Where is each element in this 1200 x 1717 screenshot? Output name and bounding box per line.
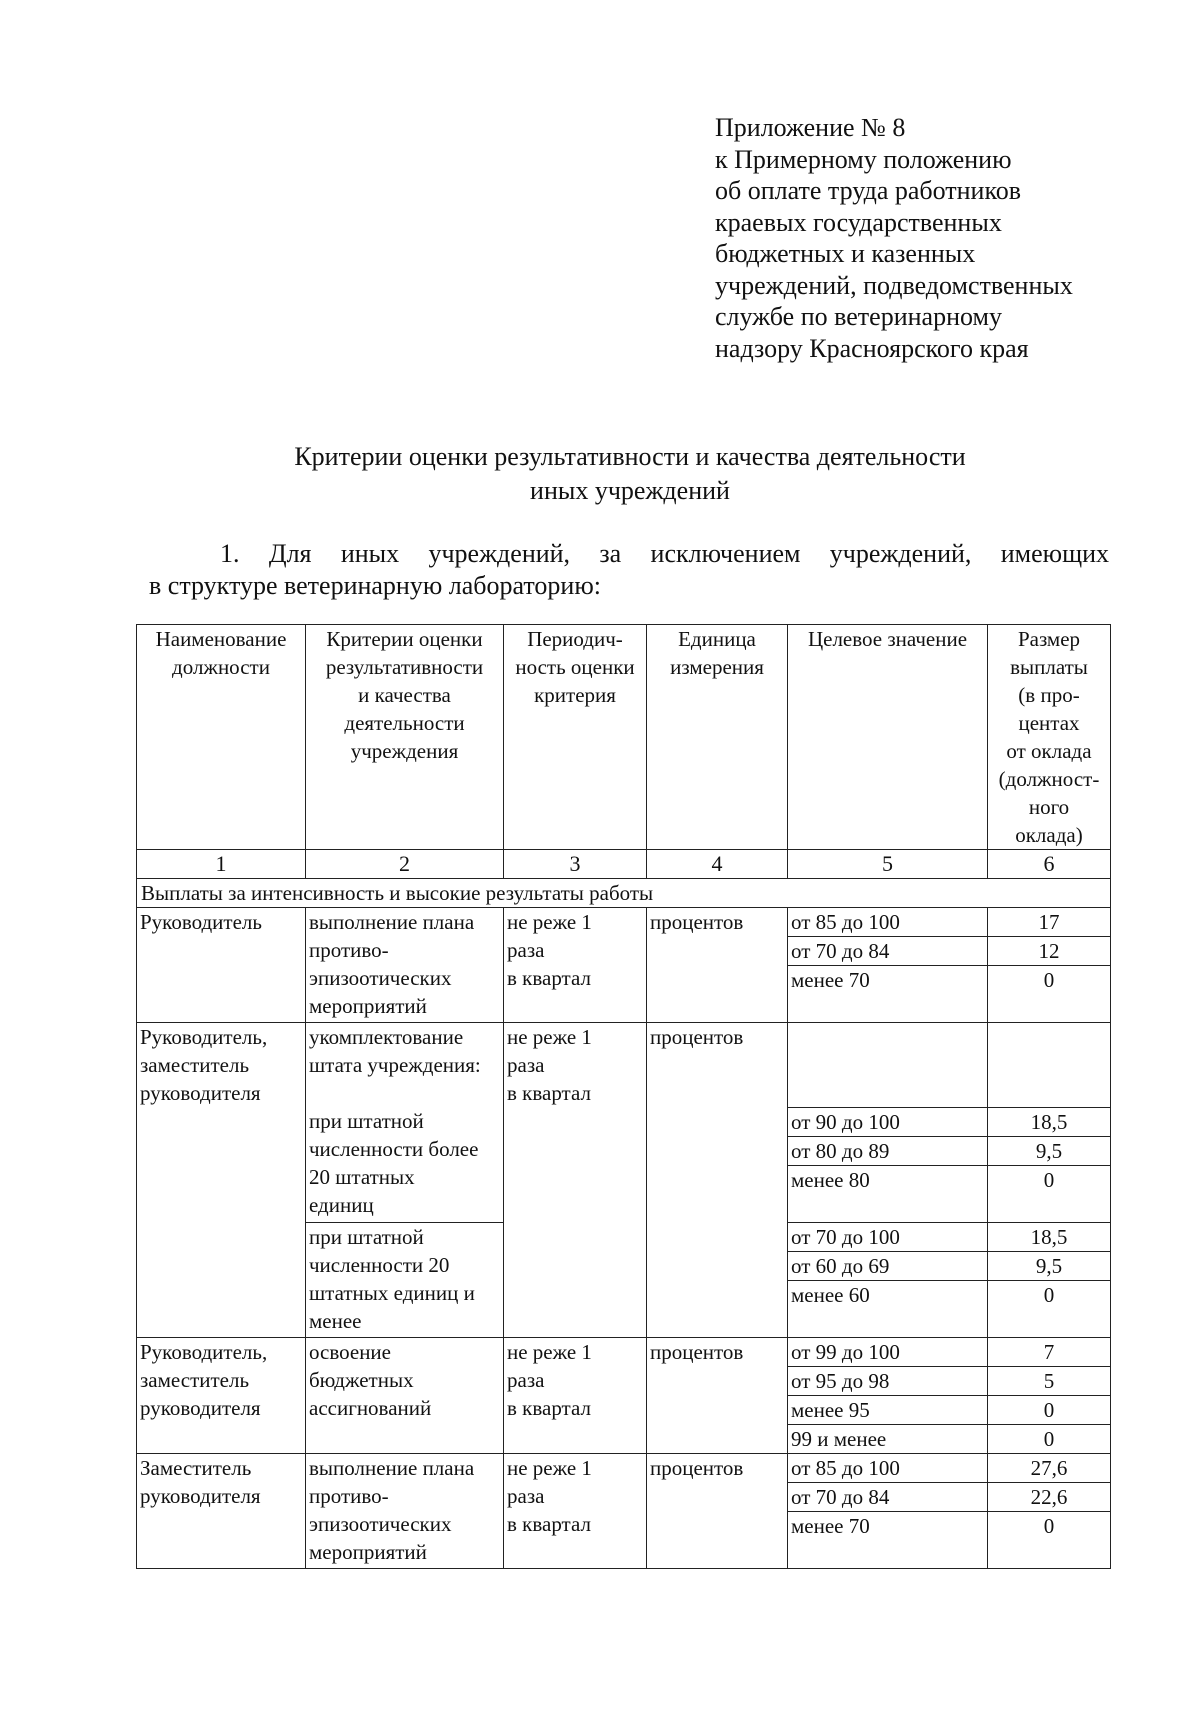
payout-cell [988, 1023, 1111, 1108]
header-criteria: Критерии оценки результативности и качества деятельности учреждения [306, 625, 504, 850]
payout-cell: 12 [988, 937, 1111, 966]
position-cell: Руководитель, заместитель руководителя [137, 1023, 306, 1338]
payout-cell: 7 [988, 1338, 1111, 1367]
criterion-cell: освоение бюджетных ассигнований [306, 1338, 504, 1454]
target-cell: менее 80 [788, 1166, 988, 1223]
payout-cell: 0 [988, 1512, 1111, 1569]
target-cell: от 85 до 100 [788, 1454, 988, 1483]
column-number: 2 [306, 850, 504, 879]
unit-cell: процентов [647, 1338, 788, 1454]
position-cell: Заместитель руководителя [137, 1454, 306, 1569]
target-cell: от 99 до 100 [788, 1338, 988, 1367]
payout-cell: 9,5 [988, 1252, 1111, 1281]
payout-cell: 0 [988, 1396, 1111, 1425]
header-position: Наименование должности [137, 625, 306, 850]
appendix-line: краевых государственных [715, 207, 1002, 237]
column-number: 5 [788, 850, 988, 879]
section-row [137, 879, 1111, 908]
target-cell: 99 и менее [788, 1425, 988, 1454]
appendix-line: учреждений, подведомственных [715, 270, 1073, 300]
payout-cell: 0 [988, 1425, 1111, 1454]
payout-cell: 0 [988, 1166, 1111, 1223]
periodicity-cell: не реже 1 раза в квартал [504, 1023, 647, 1338]
target-cell: от 70 до 84 [788, 1483, 988, 1512]
document-title [0, 440, 1200, 508]
target-cell: менее 70 [788, 966, 988, 1023]
intro-line: 1. Для иных учреждений, за исключением учреждений, имеющих [220, 539, 1109, 568]
target-cell: от 80 до 89 [788, 1137, 988, 1166]
payout-cell: 9,5 [988, 1137, 1111, 1166]
target-cell [788, 1023, 988, 1108]
table-header-row [137, 625, 1111, 850]
header-payout: Размер выплаты (в про- центах от оклада (должност- ного оклада) [988, 625, 1111, 850]
payout-cell: 0 [988, 1281, 1111, 1338]
appendix-line: бюджетных и казенных [715, 239, 976, 268]
payout-cell: 17 [988, 908, 1111, 937]
position-cell: Руководитель, заместитель руководителя [137, 1338, 306, 1454]
appendix-line: службе по ветеринарному [715, 302, 1002, 331]
header-target: Целевое значение [788, 625, 988, 850]
criterion-cell: выполнение плана противо- эпизоотических мероприятий [306, 908, 504, 1023]
payout-cell: 22,6 [988, 1483, 1111, 1512]
table-row [137, 1454, 1111, 1483]
criterion-cell: выполнение плана противо- эпизоотических мероприятий [306, 1454, 504, 1569]
appendix-line: надзору Красноярского края [715, 333, 1029, 363]
target-cell: от 95 до 98 [788, 1367, 988, 1396]
payout-cell: 5 [988, 1367, 1111, 1396]
unit-cell: процентов [647, 908, 788, 1023]
payout-cell: 0 [988, 966, 1111, 1023]
periodicity-cell: не реже 1 раза в квартал [504, 1454, 647, 1569]
target-cell: менее 70 [788, 1512, 988, 1569]
periodicity-cell: не реже 1 раза в квартал [504, 908, 647, 1023]
header-periodicity: Периодич- ность оценки критерия [504, 625, 647, 850]
column-number: 6 [988, 850, 1111, 879]
target-cell: от 70 до 84 [788, 937, 988, 966]
unit-cell: процентов [647, 1023, 788, 1338]
target-cell: от 70 до 100 [788, 1223, 988, 1252]
appendix-line: к Примерному положению [715, 144, 1012, 174]
column-number: 3 [504, 850, 647, 879]
column-number-row [137, 850, 1111, 879]
section-title: Выплаты за интенсивность и высокие результаты работы [137, 879, 1111, 908]
table-row [137, 1338, 1111, 1367]
column-number: 1 [137, 850, 306, 879]
table-row [137, 1023, 1111, 1108]
payout-cell: 18,5 [988, 1223, 1111, 1252]
payout-cell: 18,5 [988, 1108, 1111, 1137]
criterion-cell: укомплектование штата учреждения: при штатной численности более 20 штатных единиц [306, 1023, 504, 1223]
target-cell: от 90 до 100 [788, 1108, 988, 1137]
table-row [137, 908, 1111, 937]
criteria-table [136, 624, 1111, 1569]
target-cell: от 85 до 100 [788, 908, 988, 937]
periodicity-cell: не реже 1 раза в квартал [504, 1338, 647, 1454]
title-line: иных учреждений [530, 476, 730, 505]
column-number: 4 [647, 850, 788, 879]
intro-line: в структуре ветеринарную лабораторию: [149, 571, 601, 600]
appendix-line: Приложение № 8 [715, 113, 906, 142]
target-cell: менее 60 [788, 1281, 988, 1338]
position-cell: Руководитель [137, 908, 306, 1023]
unit-cell: процентов [647, 1454, 788, 1569]
target-cell: от 60 до 69 [788, 1252, 988, 1281]
appendix-line: об оплате труда работников [715, 176, 1022, 205]
appendix-note [715, 112, 1073, 364]
payout-cell: 27,6 [988, 1454, 1111, 1483]
criterion-cell: при штатной численности 20 штатных единиц и менее [306, 1223, 504, 1338]
target-cell: менее 95 [788, 1396, 988, 1425]
intro-paragraph [149, 538, 1109, 602]
header-unit: Единица измерения [647, 625, 788, 850]
title-line: Критерии оценки результативности и качества деятельности [294, 442, 966, 471]
